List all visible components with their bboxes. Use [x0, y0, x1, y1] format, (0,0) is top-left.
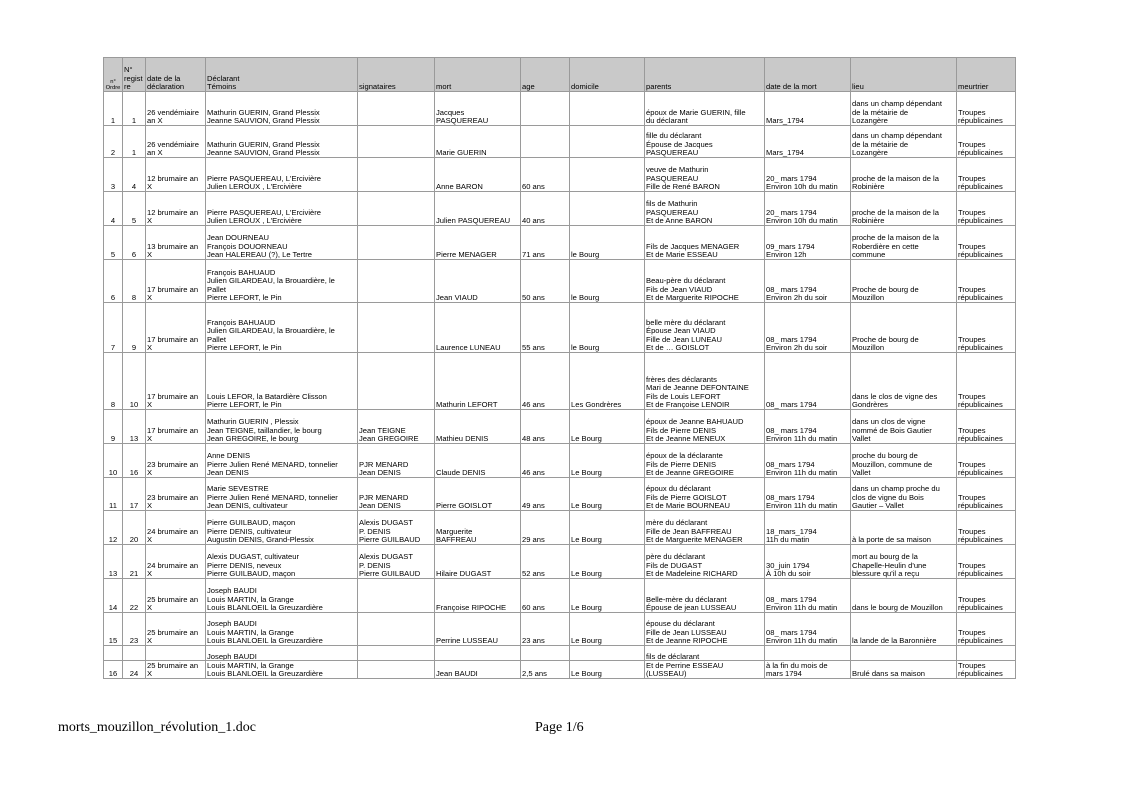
cell-declarant: Pierre GUILBAUD, maçon Pierre DENIS, cultivateur Augustin DENIS, Grand-Plessix	[206, 511, 358, 545]
cell-meurtrier: Troupes républicaines	[957, 478, 1016, 511]
table-row	[104, 511, 1016, 545]
cell-mort: Perrine LUSSEAU	[435, 613, 521, 646]
header-date-declaration: date de la déclaration	[146, 58, 206, 92]
cell-registre: 8	[123, 260, 146, 303]
cell-date-mort: 08_ mars 1794 Environ 2h du soir	[765, 303, 851, 353]
deaths-register-table	[103, 57, 1016, 679]
cell-meurtrier: Troupes républicaines	[957, 158, 1016, 192]
cell-date-declaration: 26 vendémiaire an X	[146, 92, 206, 126]
cell-date-mort: 08_mars 1794 Environ 11h du matin	[765, 478, 851, 511]
cell-declarant: Pierre PASQUEREAU, L'Ercivière Julien LEROUX , L'Ercivière	[206, 158, 358, 192]
cell-date-mort: 30_juin 1794 À 10h du soir	[765, 545, 851, 579]
cell-ordre: 13	[104, 545, 123, 579]
cell-date-mort: 08_ mars 1794	[765, 353, 851, 410]
cell-registre: 17	[123, 478, 146, 511]
cell-mort: Jean BAUDI	[435, 646, 521, 679]
cell-signataires	[358, 260, 435, 303]
cell-lieu: Proche de bourg de Mouzillon	[851, 260, 957, 303]
header-mort: mort	[435, 58, 521, 92]
cell-parents: époux de Jeanne BAHUAUD Fils de Pierre DENIS Et de Jeanne MENEUX	[645, 410, 765, 444]
header-domicile: domicile	[570, 58, 645, 92]
cell-date-mort: 20_ mars 1794 Environ 10h du matin	[765, 158, 851, 192]
cell-mort: Anne BARON	[435, 158, 521, 192]
cell-domicile: le Bourg	[570, 226, 645, 260]
cell-registre: 4	[123, 158, 146, 192]
cell-parents: époux du déclarant Fils de Pierre GOISLOT Et de Marie BOURNEAU	[645, 478, 765, 511]
cell-age: 55 ans	[521, 303, 570, 353]
header-meurtrier: meurtrier	[957, 58, 1016, 92]
table-row	[104, 444, 1016, 478]
header-declarant: Déclarant Témoins	[206, 58, 358, 92]
cell-domicile	[570, 158, 645, 192]
cell-date-declaration: 17 brumaire an X	[146, 260, 206, 303]
table-row	[104, 226, 1016, 260]
cell-age	[521, 92, 570, 126]
table-body	[104, 92, 1016, 679]
table-header-row	[104, 58, 1016, 92]
cell-declarant: Marie SEVESTRE Pierre Julien René MENARD, tonnelier Jean DENIS, cultivateur	[206, 478, 358, 511]
table-row	[104, 126, 1016, 158]
cell-meurtrier: Troupes républicaines	[957, 353, 1016, 410]
cell-domicile: Le Bourg	[570, 511, 645, 545]
cell-declarant: François BAHUAUD Julien GILARDEAU, la Brouardière, le Pallet Pierre LEFORT, le Pin	[206, 260, 358, 303]
cell-ordre: 1	[104, 92, 123, 126]
cell-domicile	[570, 192, 645, 226]
cell-age: 46 ans	[521, 353, 570, 410]
header-age: age	[521, 58, 570, 92]
cell-lieu: dans un champ dépendant de la métairie de Lozangère	[851, 126, 957, 158]
cell-declarant: Joseph BAUDI Louis MARTIN, la Grange Louis BLANLOEIL la Greuzardière	[206, 613, 358, 646]
cell-date-mort: Mars_1794	[765, 126, 851, 158]
cell-age: 29 ans	[521, 511, 570, 545]
table-row	[104, 579, 1016, 613]
table-row	[104, 478, 1016, 511]
cell-parents: mère du déclarant Fille de Jean BAFFREAU Et de Marguerite MENAGER	[645, 511, 765, 545]
cell-lieu: proche de la maison de la Robinière	[851, 158, 957, 192]
cell-meurtrier: Troupes républicaines	[957, 92, 1016, 126]
cell-age: 2,5 ans	[521, 646, 570, 679]
cell-signataires	[358, 353, 435, 410]
cell-date-declaration: 12 brumaire an X	[146, 158, 206, 192]
table-row	[104, 158, 1016, 192]
cell-date-declaration: 17 brumaire an X	[146, 303, 206, 353]
cell-mort: Pierre MENAGER	[435, 226, 521, 260]
cell-registre: 9	[123, 303, 146, 353]
cell-age	[521, 126, 570, 158]
cell-domicile: Les Gondrères	[570, 353, 645, 410]
cell-lieu: dans un champ proche du clos de vigne du Bois Gautier – Vallet	[851, 478, 957, 511]
cell-declarant: Alexis DUGAST, cultivateur Pierre DENIS, neveux Pierre GUILBAUD, maçon	[206, 545, 358, 579]
cell-registre: 24	[123, 646, 146, 679]
cell-date-declaration: 24 brumaire an X	[146, 511, 206, 545]
cell-registre: 23	[123, 613, 146, 646]
cell-ordre: 7	[104, 303, 123, 353]
cell-meurtrier: Troupes républicaines	[957, 545, 1016, 579]
cell-meurtrier: Troupes républicaines	[957, 410, 1016, 444]
cell-age: 52 ans	[521, 545, 570, 579]
table-row	[104, 192, 1016, 226]
cell-signataires: PJR MENARD Jean DENIS	[358, 444, 435, 478]
cell-meurtrier: Troupes républicaines	[957, 646, 1016, 679]
cell-signataires	[358, 192, 435, 226]
cell-meurtrier: Troupes républicaines	[957, 303, 1016, 353]
cell-mort: Marguerite BAFFREAU	[435, 511, 521, 545]
cell-registre: 10	[123, 353, 146, 410]
cell-domicile: Le Bourg	[570, 646, 645, 679]
cell-declarant: Mathurin GUERIN, Grand Plessix Jeanne SAUVION, Grand Plessix	[206, 126, 358, 158]
cell-mort: Julien PASQUEREAU	[435, 192, 521, 226]
cell-declarant: Mathurin GUERIN , Plessix Jean TEIGNE, taillandier, le bourg Jean GREGOIRE, le bourg	[206, 410, 358, 444]
cell-parents: belle mère du déclarant Épouse Jean VIAUD Fille de Jean LUNEAU Et de … GOISLOT	[645, 303, 765, 353]
cell-signataires: Alexis DUGAST P. DENIS Pierre GUILBAUD	[358, 545, 435, 579]
cell-lieu: dans un champ dépendant de la métairie de Lozangère	[851, 92, 957, 126]
cell-date-declaration: 24 brumaire an X	[146, 545, 206, 579]
table-row	[104, 613, 1016, 646]
header-ordre: n° Ordre	[104, 58, 123, 92]
cell-meurtrier: Troupes républicaines	[957, 126, 1016, 158]
cell-parents: Fils de Jacques MENAGER Et de Marie ESSEAU	[645, 226, 765, 260]
cell-registre: 1	[123, 126, 146, 158]
table-row	[104, 260, 1016, 303]
cell-parents: fille du déclarant Épouse de Jacques PASQUEREAU	[645, 126, 765, 158]
cell-mort: Pierre GOISLOT	[435, 478, 521, 511]
header-parents: parents	[645, 58, 765, 92]
cell-age: 23 ans	[521, 613, 570, 646]
cell-date-declaration: 23 brumaire an X	[146, 478, 206, 511]
cell-signataires	[358, 158, 435, 192]
cell-ordre: 14	[104, 579, 123, 613]
cell-signataires: PJR MENARD Jean DENIS	[358, 478, 435, 511]
cell-meurtrier: Troupes républicaines	[957, 511, 1016, 545]
cell-meurtrier: Troupes républicaines	[957, 579, 1016, 613]
cell-lieu: dans le bourg de Mouzillon	[851, 579, 957, 613]
cell-lieu: proche du bourg de Mouzillon, commune de Vallet	[851, 444, 957, 478]
cell-registre: 5	[123, 192, 146, 226]
cell-declarant: Jean DOURNEAU François DOUORNEAU Jean HALEREAU (?), Le Tertre	[206, 226, 358, 260]
cell-signataires	[358, 646, 435, 679]
cell-parents: Beau-père du déclarant Fils de Jean VIAUD Et de Marguerite RIPOCHE	[645, 260, 765, 303]
cell-ordre: 3	[104, 158, 123, 192]
cell-signataires	[358, 126, 435, 158]
cell-ordre: 16	[104, 646, 123, 679]
cell-date-mort: 08_ mars 1794 Environ 2h du soir	[765, 260, 851, 303]
cell-signataires: Jean TEIGNE Jean GREGOIRE	[358, 410, 435, 444]
cell-registre: 1	[123, 92, 146, 126]
cell-parents: épouse du déclarant Fille de Jean LUSSEAU Et de Jeanne RIPOCHE	[645, 613, 765, 646]
cell-meurtrier: Troupes républicaines	[957, 226, 1016, 260]
cell-parents: Belle-mère du déclarant Épouse de jean LUSSEAU	[645, 579, 765, 613]
cell-date-mort: 08_ mars 1794 Environ 11h du matin	[765, 410, 851, 444]
header-lieu: lieu	[851, 58, 957, 92]
cell-ordre: 8	[104, 353, 123, 410]
cell-domicile: Le Bourg	[570, 410, 645, 444]
cell-date-mort: 18_mars_1794 11h du matin	[765, 511, 851, 545]
cell-lieu: mort au bourg de la Chapelle-Heulin d'une blessure qu'il a reçu	[851, 545, 957, 579]
cell-registre: 20	[123, 511, 146, 545]
cell-age: 71 ans	[521, 226, 570, 260]
cell-domicile: Le Bourg	[570, 579, 645, 613]
cell-date-mort: à la fin du mois de mars 1794	[765, 646, 851, 679]
cell-signataires	[358, 579, 435, 613]
cell-date-declaration: 26 vendémiaire an X	[146, 126, 206, 158]
cell-meurtrier: Troupes républicaines	[957, 192, 1016, 226]
cell-domicile	[570, 126, 645, 158]
cell-ordre: 15	[104, 613, 123, 646]
cell-date-mort: Mars_1794	[765, 92, 851, 126]
table-cut-line	[103, 660, 1015, 662]
cell-age: 49 ans	[521, 478, 570, 511]
cell-parents: fils de Mathurin PASQUEREAU Et de Anne BARON	[645, 192, 765, 226]
footer-page-number: Page 1/6	[535, 720, 584, 735]
cell-age: 60 ans	[521, 158, 570, 192]
table-row	[104, 646, 1016, 679]
cell-declarant: Louis LEFOR, la Batardière Clisson Pierre LEFORT, le Pin	[206, 353, 358, 410]
cell-domicile: Le Bourg	[570, 545, 645, 579]
cell-mort: Mathieu DENIS	[435, 410, 521, 444]
cell-declarant: Mathurin GUERIN, Grand Plessix Jeanne SAUVION, Grand Plessix	[206, 92, 358, 126]
cell-parents: époux de Marie GUERIN, fille du déclarant	[645, 92, 765, 126]
cell-ordre: 9	[104, 410, 123, 444]
cell-mort: Marie GUERIN	[435, 126, 521, 158]
cell-ordre: 5	[104, 226, 123, 260]
cell-mort: Jacques PASQUEREAU	[435, 92, 521, 126]
cell-declarant: Pierre PASQUEREAU, L'Ercivière Julien LEROUX , L'Ercivière	[206, 192, 358, 226]
cell-domicile: Le Bourg	[570, 613, 645, 646]
cell-lieu: Brulé dans sa maison	[851, 646, 957, 679]
cell-meurtrier: Troupes républicaines	[957, 613, 1016, 646]
cell-date-mort: 08_mars 1794 Environ 11h du matin	[765, 444, 851, 478]
cell-domicile: Le Bourg	[570, 444, 645, 478]
cell-mort: Jean VIAUD	[435, 260, 521, 303]
cell-date-declaration: 25 brumaire an X	[146, 613, 206, 646]
cell-mort: Hilaire DUGAST	[435, 545, 521, 579]
cell-mort: Françoise RIPOCHE	[435, 579, 521, 613]
cell-declarant: Anne DENIS Pierre Julien René MENARD, tonnelier Jean DENIS	[206, 444, 358, 478]
cell-signataires: Alexis DUGAST P. DENIS Pierre GUILBAUD	[358, 511, 435, 545]
cell-registre: 21	[123, 545, 146, 579]
cell-meurtrier: Troupes républicaines	[957, 260, 1016, 303]
cell-ordre: 2	[104, 126, 123, 158]
cell-registre: 22	[123, 579, 146, 613]
table-row	[104, 410, 1016, 444]
cell-mort: Claude DENIS	[435, 444, 521, 478]
cell-age: 40 ans	[521, 192, 570, 226]
header-registre: N° regist re	[123, 58, 146, 92]
cell-registre: 13	[123, 410, 146, 444]
cell-lieu: Proche de bourg de Mouzillon	[851, 303, 957, 353]
cell-domicile: le Bourg	[570, 303, 645, 353]
cell-lieu: la lande de la Baronnière	[851, 613, 957, 646]
cell-parents: veuve de Mathurin PASQUEREAU Fille de René BARON	[645, 158, 765, 192]
cell-declarant: François BAHUAUD Julien GILARDEAU, la Brouardière, le Pallet Pierre LEFORT, le Pin	[206, 303, 358, 353]
cell-date-mort: 08_ mars 1794 Environ 11h du matin	[765, 613, 851, 646]
cell-parents: fils de déclarant Et de Perrine ESSEAU (LUSSEAU)	[645, 646, 765, 679]
cell-date-mort: 08_ mars 1794 Environ 11h du matin	[765, 579, 851, 613]
cell-ordre: 11	[104, 478, 123, 511]
cell-date-declaration: 25 brumaire an X	[146, 646, 206, 679]
cell-signataires	[358, 226, 435, 260]
cell-ordre: 12	[104, 511, 123, 545]
table-row	[104, 92, 1016, 126]
table-row	[104, 545, 1016, 579]
cell-date-declaration: 25 brumaire an X	[146, 579, 206, 613]
cell-ordre: 10	[104, 444, 123, 478]
cell-date-declaration: 17 brumaire an X	[146, 410, 206, 444]
cell-domicile: Le Bourg	[570, 478, 645, 511]
cell-mort: Mathurin LEFORT	[435, 353, 521, 410]
table-row	[104, 353, 1016, 410]
cell-registre: 16	[123, 444, 146, 478]
header-signataires: signataires	[358, 58, 435, 92]
table-row	[104, 303, 1016, 353]
cell-date-declaration: 13 brumaire an X	[146, 226, 206, 260]
cell-age: 48 ans	[521, 410, 570, 444]
cell-signataires	[358, 613, 435, 646]
footer-filename: morts_mouzillon_révolution_1.doc	[58, 720, 256, 735]
header-date-mort: date de la mort	[765, 58, 851, 92]
cell-date-declaration: 12 brumaire an X	[146, 192, 206, 226]
cell-meurtrier: Troupes républicaines	[957, 444, 1016, 478]
cell-ordre: 6	[104, 260, 123, 303]
cell-mort: Laurence LUNEAU	[435, 303, 521, 353]
cell-age: 46 ans	[521, 444, 570, 478]
cell-ordre: 4	[104, 192, 123, 226]
cell-parents: père du déclarant Fils de DUGAST Et de Madeleine RICHARD	[645, 545, 765, 579]
cell-date-mort: 09_mars 1794 Environ 12h	[765, 226, 851, 260]
cell-date-declaration: 23 brumaire an X	[146, 444, 206, 478]
cell-lieu: proche de la maison de la Roberdière en cette commune	[851, 226, 957, 260]
cell-declarant: Joseph BAUDI Louis MARTIN, la Grange Louis BLANLOEIL la Greuzardière	[206, 579, 358, 613]
cell-domicile	[570, 92, 645, 126]
cell-age: 50 ans	[521, 260, 570, 303]
cell-domicile: le Bourg	[570, 260, 645, 303]
cell-parents: époux de la déclarante Fils de Pierre DENIS Et de Jeanne GREGOIRE	[645, 444, 765, 478]
cell-age: 60 ans	[521, 579, 570, 613]
cell-date-declaration: 17 brumaire an X	[146, 353, 206, 410]
cell-signataires	[358, 92, 435, 126]
cell-parents: frères des déclarants Mari de Jeanne DEFONTAINE Fils de Louis LEFORT Et de Françoise LENOIR	[645, 353, 765, 410]
cell-lieu: à la porte de sa maison	[851, 511, 957, 545]
cell-lieu: proche de la maison de la Robinière	[851, 192, 957, 226]
cell-declarant: Joseph BAUDI Louis MARTIN, la Grange Louis BLANLOEIL la Greuzardière	[206, 646, 358, 679]
cell-registre: 6	[123, 226, 146, 260]
cell-date-mort: 20_ mars 1794 Environ 10h du matin	[765, 192, 851, 226]
cell-lieu: dans le clos de vigne des Gondrères	[851, 353, 957, 410]
cell-lieu: dans un clos de vigne nommé de Bois Gautier Vallet	[851, 410, 957, 444]
cell-signataires	[358, 303, 435, 353]
